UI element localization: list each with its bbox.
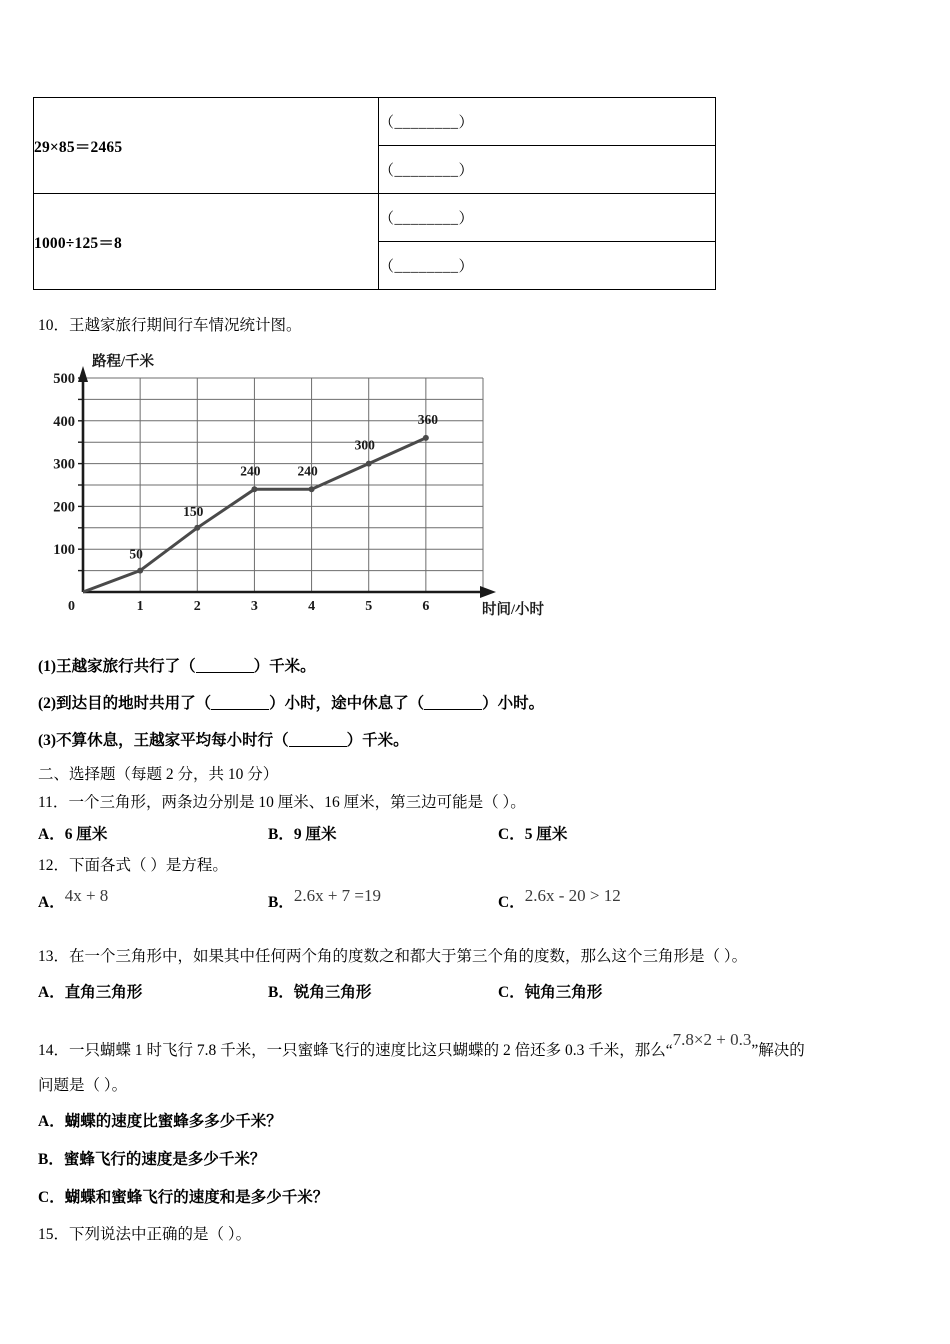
table-blank-cell[interactable] — [379, 242, 716, 290]
option-a[interactable] — [38, 980, 142, 1002]
option-label: C． — [38, 1189, 65, 1206]
question-13-number: 13． — [38, 948, 70, 965]
y-tick-label: 400 — [53, 413, 75, 430]
question-14-number: 14． — [38, 1042, 70, 1059]
option-formula: 4x + 8 — [64, 886, 109, 905]
expression-table — [33, 97, 716, 290]
question-14-stem-line-2: 问题是（ ）。 — [38, 1077, 128, 1094]
question-14-option-b[interactable] — [38, 1151, 265, 1170]
option-label: A． — [38, 984, 65, 1001]
question-15-stem — [38, 1226, 251, 1245]
sub-text-post: ）千米。 — [346, 732, 409, 749]
question-10-sub-1 — [38, 658, 316, 677]
y-axis-label: 路程/千米 — [92, 354, 155, 370]
question-14-formula: 7.8×2 + 0.3 — [672, 1030, 752, 1049]
table-blank-cell[interactable] — [379, 194, 716, 242]
question-13-stem — [38, 948, 747, 967]
option-label: A． — [38, 1113, 65, 1130]
option-label: B． — [38, 1151, 64, 1168]
horizontal-gridlines — [83, 378, 483, 571]
y-tick-labels — [53, 371, 75, 558]
answer-blank: （________） — [379, 115, 475, 131]
option-formula: 2.6x + 7 =19 — [293, 886, 382, 905]
chart-data-point — [309, 486, 315, 492]
option-label: C． — [498, 984, 525, 1001]
y-tick-label: 200 — [53, 499, 75, 516]
section-2-heading: 二、选择题（每题 2 分，共 10 分） — [38, 766, 279, 783]
table-row — [34, 98, 716, 146]
option-label: A． — [38, 826, 65, 843]
question-15-number: 15． — [38, 1226, 70, 1243]
question-12-stem — [38, 857, 228, 876]
answer-blank: （________） — [379, 259, 475, 275]
option-c[interactable] — [498, 822, 567, 844]
question-10-text: 王越家旅行期间行车情况统计图。 — [69, 317, 302, 334]
chart-data-point — [366, 461, 372, 467]
sub-text-mid: ）小时，途中休息了（ — [269, 695, 425, 712]
question-10-number: 10． — [38, 317, 70, 334]
chart-data-point — [137, 568, 143, 574]
chart-data-labels — [129, 412, 438, 562]
answer-blank[interactable] — [211, 698, 269, 710]
option-label: A． — [38, 894, 65, 911]
chart-point-label: 240 — [240, 463, 261, 479]
travel-line-chart — [52, 352, 572, 627]
option-label: B． — [268, 894, 294, 911]
option-a[interactable] — [38, 822, 107, 844]
answer-blank[interactable] — [196, 661, 254, 673]
y-tick-label: 100 — [53, 542, 75, 559]
option-label: C． — [498, 826, 525, 843]
question-12-options — [38, 886, 928, 916]
option-text: 9 厘米 — [293, 826, 337, 843]
question-14-text-part2: ”解决的 — [751, 1042, 805, 1059]
question-13-text: 在一个三角形中，如果其中任何两个角的度数之和都大于第三个角的度数，那么这个三角形是（ ）。 — [69, 948, 748, 965]
y-axis-arrow — [78, 366, 88, 382]
x-tick-labels — [137, 599, 430, 614]
question-14-option-a[interactable] — [38, 1113, 282, 1132]
chart-point-label: 300 — [354, 437, 375, 453]
chart-point-label: 50 — [129, 546, 143, 562]
chart-point-label: 240 — [297, 463, 318, 479]
x-tick-label: 2 — [193, 599, 201, 614]
option-text: 钝角三角形 — [524, 984, 603, 1001]
option-text: 直角三角形 — [64, 984, 143, 1001]
chart-axes — [78, 366, 496, 598]
answer-blank: （________） — [379, 163, 475, 179]
sub-text-post: ）千米。 — [253, 658, 316, 675]
x-tick-label: 1 — [136, 599, 144, 614]
chart-data-point — [251, 486, 257, 492]
question-11-text: 一个三角形，两条边分别是 10 厘米、16 厘米，第三边可能是（ ）。 — [68, 794, 526, 811]
question-10-stem — [38, 317, 302, 336]
option-text: 蝴蝶和蜜蜂飞行的速度和是多少千米？ — [64, 1189, 329, 1206]
question-12-number: 12． — [38, 857, 70, 874]
question-11-number: 11． — [38, 794, 69, 811]
y-tick-label: 300 — [53, 456, 75, 473]
option-formula: 2.6x - 20 > 12 — [524, 886, 621, 905]
question-12-text: 下面各式（ ）是方程。 — [69, 857, 228, 874]
answer-blank[interactable] — [424, 698, 482, 710]
chart-point-label: 360 — [417, 411, 438, 427]
chart-data-point — [194, 525, 200, 531]
option-c[interactable] — [498, 980, 602, 1002]
option-text: 锐角三角形 — [293, 984, 372, 1001]
question-14-option-c[interactable] — [38, 1189, 328, 1208]
sub-text-pre: 王越家旅行共行了（ — [56, 658, 196, 675]
sub-text-pre: 到达目的地时共用了（ — [56, 695, 212, 712]
option-b[interactable] — [268, 980, 371, 1002]
x-tick-label: 5 — [365, 599, 373, 614]
option-text: 蝴蝶的速度比蜜蜂多多少千米？ — [64, 1113, 282, 1130]
table-row — [34, 194, 716, 242]
question-10-sub-3 — [38, 732, 409, 751]
answer-blank[interactable] — [289, 735, 347, 747]
sub-label: (1) — [38, 658, 57, 675]
question-15-text: 下列说法中正确的是（ ）。 — [69, 1226, 252, 1243]
question-14-text-part1: 一只蝴蝶 1 时飞行 7.8 千米，一只蜜蜂飞行的速度比这只蝴蝶的 2 倍还多 0.3 千米，那么“ — [69, 1042, 673, 1059]
sub-text-post: ）小时。 — [482, 695, 545, 712]
chart-svg — [52, 352, 572, 627]
table-expression-cell: 29×85＝2465 — [34, 98, 379, 194]
option-a[interactable] — [38, 886, 108, 912]
option-b[interactable] — [268, 886, 381, 912]
chart-data-point — [423, 435, 429, 441]
sub-text-pre: 不算休息，王越家平均每小时行（ — [56, 732, 289, 749]
option-text: 蜜蜂飞行的速度是多少千米？ — [63, 1151, 266, 1168]
table-blank-cell[interactable] — [379, 98, 716, 146]
table-blank-cell[interactable] — [379, 146, 716, 194]
option-c[interactable] — [498, 886, 621, 912]
sub-label: (2) — [38, 695, 57, 712]
chart-point-label: 150 — [183, 503, 204, 519]
table-expression-cell: 1000÷125＝8 — [34, 194, 379, 290]
x-axis-arrow — [480, 586, 496, 598]
option-text: 5 厘米 — [524, 826, 568, 843]
option-label: C． — [498, 894, 525, 911]
option-label: B． — [268, 826, 294, 843]
y-tick-label: 500 — [53, 371, 75, 387]
question-10-sub-2 — [38, 695, 544, 714]
option-b[interactable] — [268, 822, 336, 844]
x-axis-label: 时间/小时 — [482, 602, 545, 618]
question-14-stem-line-1 — [38, 1030, 805, 1061]
x-tick-label: 4 — [308, 599, 316, 614]
option-text: 6 厘米 — [64, 826, 108, 843]
option-label: B． — [268, 984, 294, 1001]
answer-blank: （________） — [379, 211, 475, 227]
sub-label: (3) — [38, 732, 57, 749]
question-11-stem — [38, 794, 526, 813]
x-tick-label: 3 — [250, 599, 258, 614]
x-tick-label: 6 — [422, 599, 430, 614]
origin-label: 0 — [68, 599, 75, 614]
